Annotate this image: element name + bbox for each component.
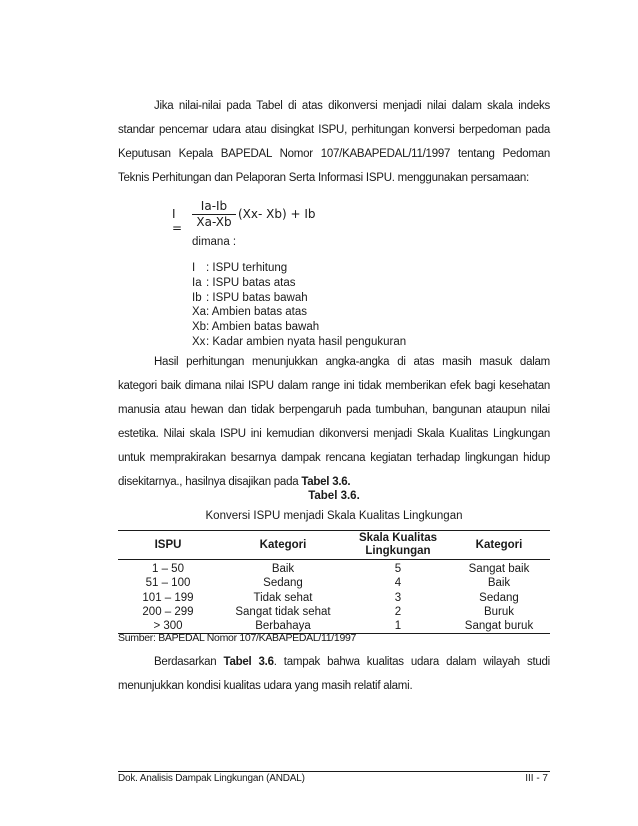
footer-divider <box>118 771 550 772</box>
table-row <box>118 591 550 605</box>
definition-item <box>192 261 406 276</box>
definition-symbol: Ib <box>192 291 202 304</box>
table-cell: 51 – 100 <box>145 577 191 590</box>
paragraph-3-pre: Berdasarkan <box>154 656 224 668</box>
table-cell: 4 <box>394 577 402 590</box>
definition-item <box>192 305 406 320</box>
table-cell: Sedang <box>263 577 303 590</box>
definition-text: : Ambien batas atas <box>206 306 308 319</box>
table-cell: 3 <box>394 591 402 604</box>
table-cell: Baik <box>487 577 511 590</box>
paragraph-2-table-ref: Tabel 3.6. <box>301 476 351 488</box>
formula-denominator: Xa-Xb <box>196 215 232 229</box>
table-cell: 1 <box>348 619 448 634</box>
table-cell: 5 <box>394 563 402 575</box>
definition-symbol: Xb <box>192 321 207 334</box>
table-caption-title: Tabel 3.6. <box>308 490 360 502</box>
definition-item <box>192 276 406 291</box>
table-cell: 200 – 299 <box>142 605 194 618</box>
definition-item <box>192 320 406 335</box>
table-cell: 1 – 50 <box>152 563 184 575</box>
column-header-skala: Skala Kualitas Lingkungan <box>359 532 437 557</box>
table-cell: > 300 <box>118 619 218 634</box>
definition-item <box>192 335 406 350</box>
formula-numerator: Ia-Ib <box>192 199 236 215</box>
paragraph-hasil-perhitungan <box>118 350 550 494</box>
definition-symbol: Ia <box>192 276 202 289</box>
definition-text: : Kadar ambien nyata hasil pengukuran <box>206 335 407 348</box>
paragraph-conclusion <box>118 650 550 698</box>
definition-text: : ISPU batas atas <box>206 276 296 289</box>
paragraph-3-table-ref: Tabel 3.6 <box>223 656 274 668</box>
definition-symbol: Xx <box>192 335 206 348</box>
table-cell: Sangat baik <box>468 563 530 575</box>
column-header-ispu: ISPU <box>154 538 182 551</box>
table-cell: Sangat buruk <box>448 619 550 634</box>
definition-symbol: I <box>192 262 196 274</box>
table-source-note: Sumber: BAPEDAL Nomor 107/KABAPEDAL/11/1997 <box>118 632 357 644</box>
paragraph-3-post: . tampak bahwa kualitas udara dalam wilayah studi menunjukkan kondisi kualitas udara yang masih relatif alami. <box>118 656 550 692</box>
table-cell: Berbahaya <box>218 619 348 634</box>
table-cell: Baik <box>271 563 295 575</box>
table-cell: Buruk <box>483 605 515 618</box>
table-row <box>118 576 550 590</box>
definition-text: : ISPU batas bawah <box>206 291 308 304</box>
column-header-kategori: Kategori <box>259 538 307 551</box>
paragraph-2-text: Hasil perhitungan menunjukkan angka-angka di atas masih masuk dalam kategori baik dimana nilai ISPU dalam range ini tidak memberikan efek bagi kesehatan manusia atau hewan dan tidak berpengaruh pada tumbuhan, bangunan ataupun nilai estetika. Nilai skala ISPU ini kemudian dikonversi menjadi Skala Kualitas Lingkungan untuk memprakirakan besarnya dampak rencana kegiatan terhadap lingkungan hidup disekitarnya., hasilnya disajikan pada <box>118 356 550 488</box>
table-cell: 2 <box>394 605 402 618</box>
table-caption-subtitle: Konversi ISPU menjadi Skala Kualitas Lingkungan <box>205 510 463 522</box>
dimana-label: dimana : <box>192 236 237 248</box>
definition-text: : ISPU terhitung <box>206 262 288 274</box>
ispu-conversion-table <box>118 530 550 634</box>
definition-list <box>192 261 406 350</box>
paragraph-1-text: Jika nilai-nilai pada Tabel di atas dikonversi menjadi nilai dalam skala indeks standar pencemar udara atau disingkat ISPU, perhitungan konversi berpedoman pada Keputusan Kepala BAPEDAL Nomor 107/KABAPEDAL/11/1997 tentang Pedoman Teknis Perhitungan dan Pelaporan Serta Informasi ISPU. menggunakan persamaan: <box>118 100 550 184</box>
table-header-row <box>118 531 550 560</box>
footer-page-number: III - 7 <box>525 773 548 784</box>
formula-fraction <box>192 199 236 230</box>
definition-item <box>192 291 406 306</box>
table-row <box>118 560 550 577</box>
footer-document-title: Dok. Analisis Dampak Lingkungan (ANDAL) <box>118 773 305 784</box>
definition-symbol: Xa <box>192 306 207 319</box>
column-header-kategori-skala: Kategori <box>475 538 523 551</box>
definition-text: : Ambien batas bawah <box>206 321 320 334</box>
formula-rest: (Xx- Xb) + Ib <box>238 207 316 221</box>
table-row <box>118 605 550 619</box>
table-cell: Sangat tidak sehat <box>235 605 331 618</box>
formula-lhs: I = <box>172 207 183 235</box>
table-cell: Sedang <box>479 591 519 604</box>
table-cell: Tidak sehat <box>253 591 313 604</box>
paragraph-ispu-conversion <box>118 94 550 190</box>
table-cell: 101 – 199 <box>142 591 194 604</box>
